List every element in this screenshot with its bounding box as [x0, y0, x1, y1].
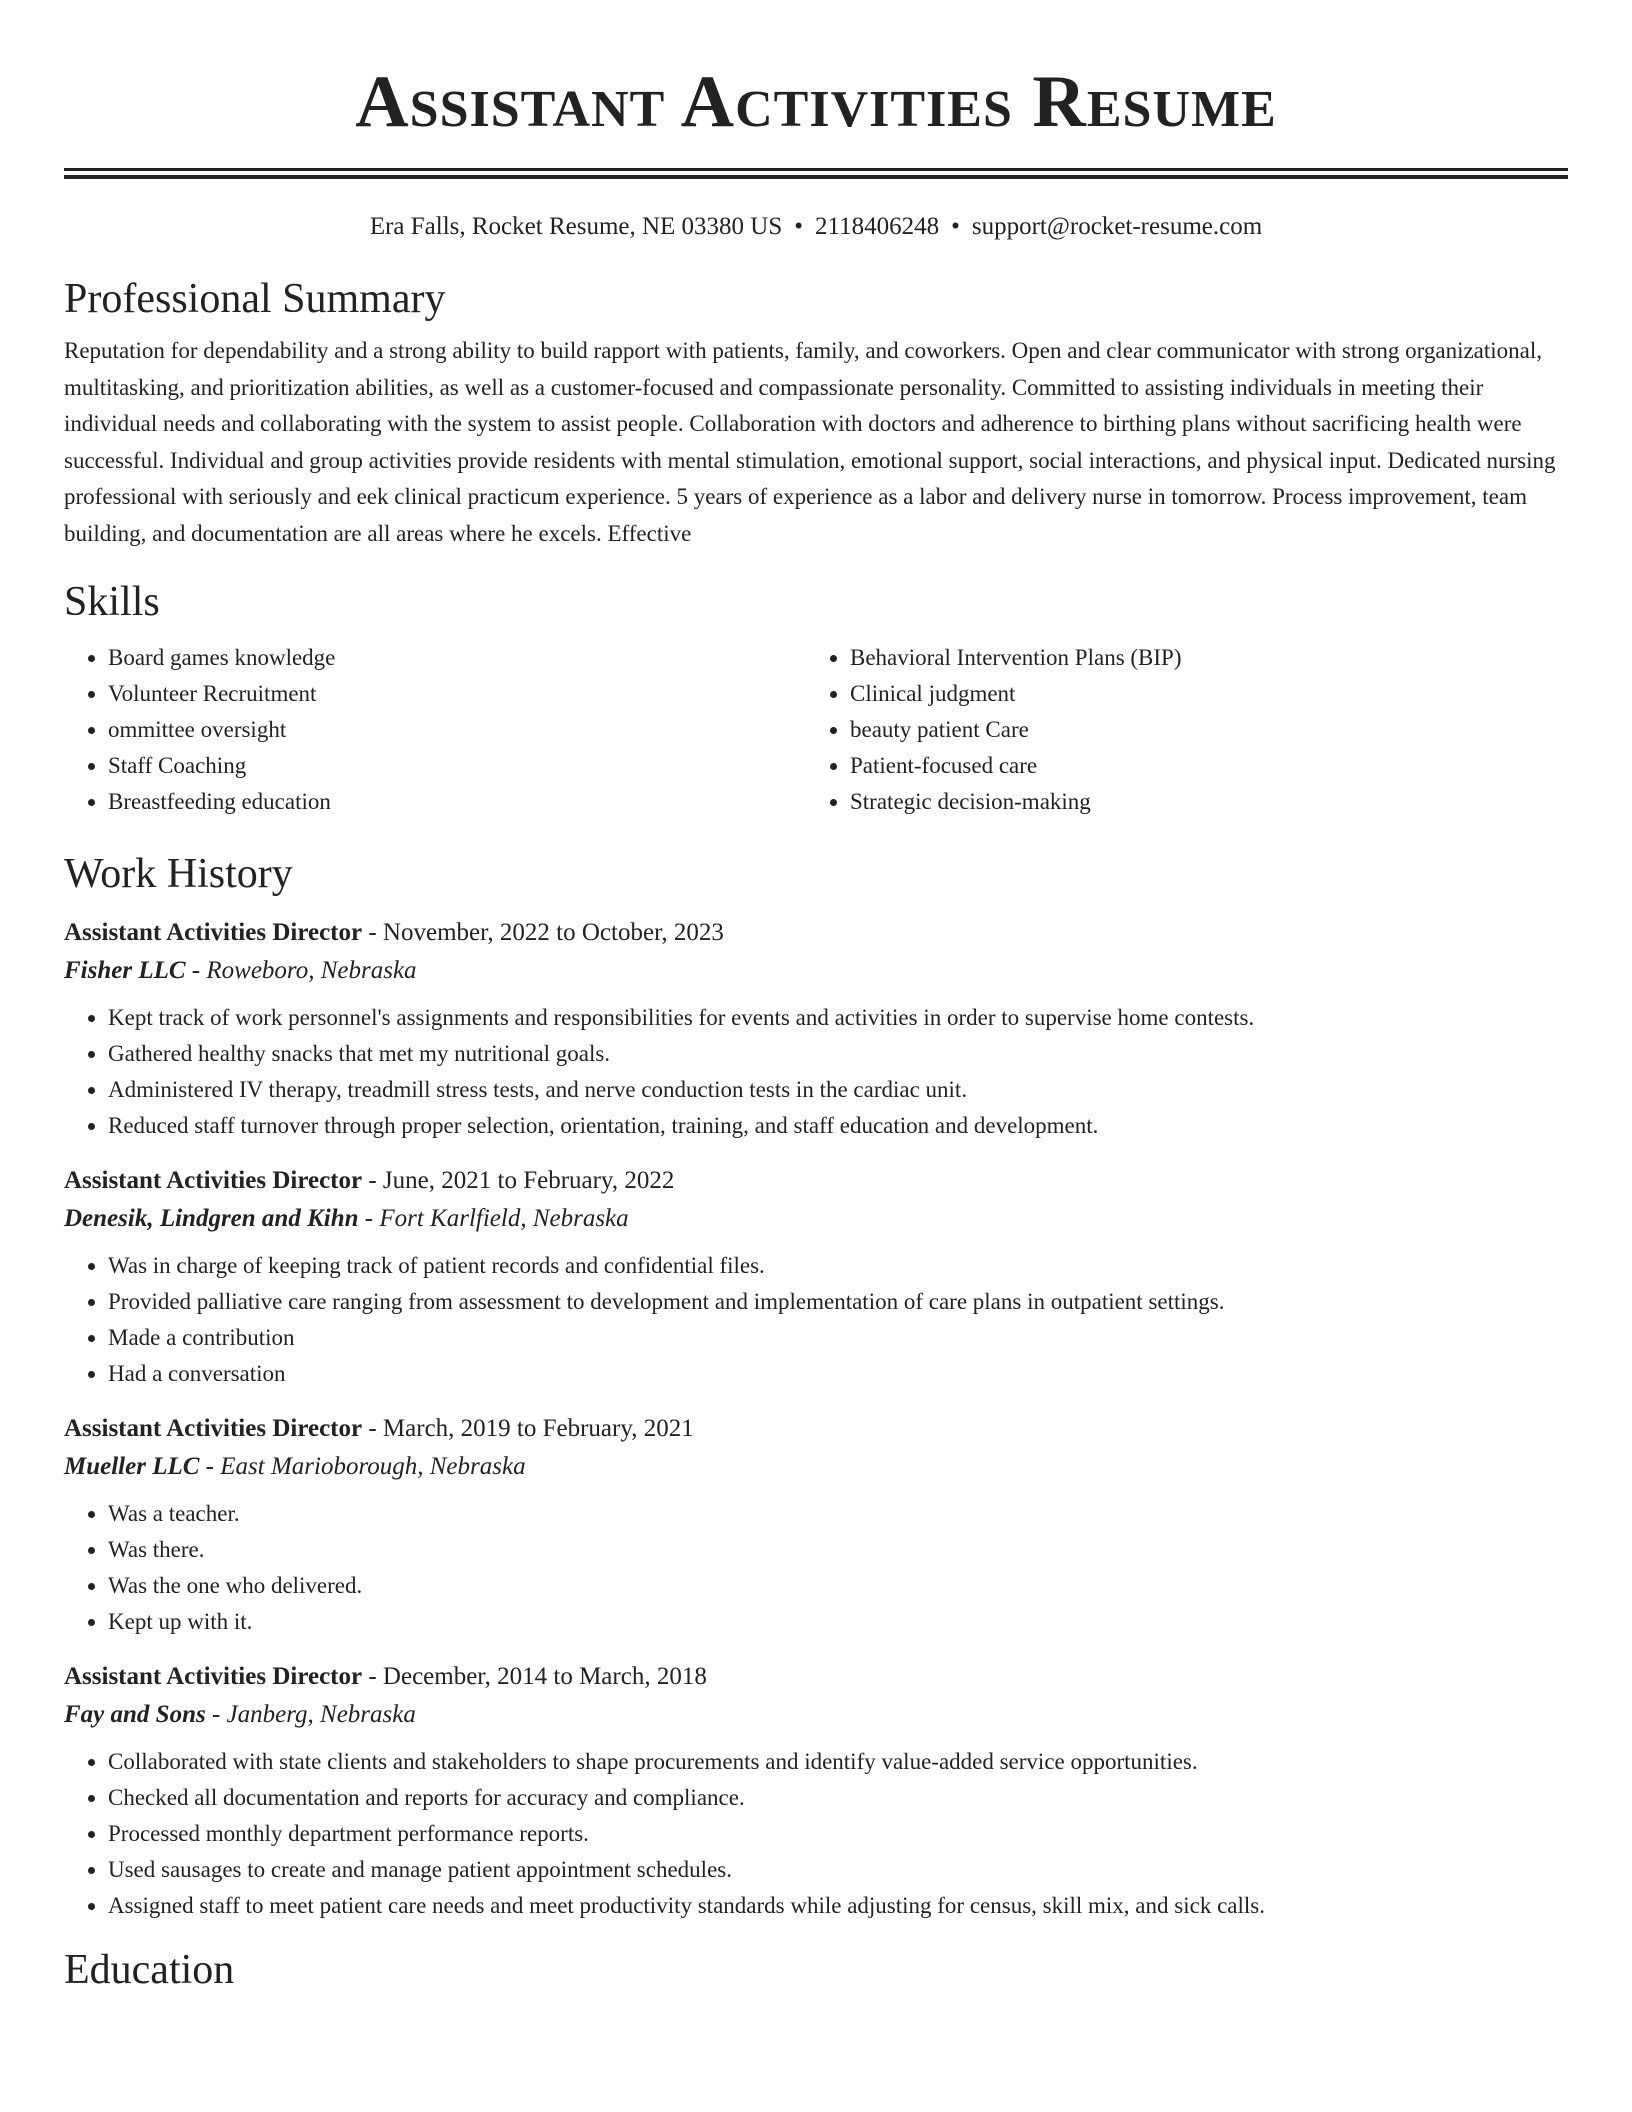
resume-title: Assistant Activities Resume: [355, 61, 1277, 143]
job-duty-item: • Was in charge of keeping track of patient records and confidential files.: [108, 1248, 1568, 1284]
job-entry: [64, 1410, 1568, 1640]
job-duties: [64, 1248, 1568, 1392]
job-employer: [64, 1696, 1568, 1734]
job-employer: [64, 952, 1568, 990]
summary-heading: Professional Summary: [64, 276, 446, 322]
job-duty-item: • Gathered healthy snacks that met my nutritional goals.: [108, 1036, 1568, 1072]
job-employer: [64, 1200, 1568, 1238]
job-entry: [64, 1658, 1568, 1924]
job-company: Fisher LLC: [64, 957, 186, 984]
job-location: - Janberg, Nebraska: [205, 1701, 416, 1728]
summary-text: Reputation for dependability and a strong ability to build rapport with patients, family, and coworkers. Open and clear communicator with strong organizational, multitasking, and prioritization abilities, as well as a customer-focused and compassionate personality. Committed to assisting individuals in meeting their individual needs and collaborating with the system to assist people. Collaboration with doctors and adherence to birthing plans without sacrificing health were successful. Individual and group activities provide residents with mental stimulation, emotional support, social interactions, and physical input. Dedicated nursing professional with seriously and eek clinical practicum experience. 5 years of experience as a labor and delivery nurse in tomorrow. Process improvement, team building, and documentation are all areas where he excels. Effective: [64, 338, 1556, 546]
resume-page: [64, 0, 1568, 2000]
job-dates: - December, 2014 to March, 2018: [362, 1663, 707, 1690]
job-entry: [64, 1162, 1568, 1392]
skill-item: • Board games knowledge: [108, 640, 806, 676]
job-company: Mueller LLC: [64, 1453, 200, 1480]
skill-item: • Clinical judgment: [850, 676, 1548, 712]
contact-separator: •: [794, 213, 804, 240]
job-header: [64, 1162, 1568, 1200]
skills-column-left: [64, 640, 806, 820]
job-duties: [64, 1000, 1568, 1144]
job-dates: - March, 2019 to February, 2021: [362, 1415, 694, 1442]
title-divider: [64, 168, 1568, 179]
job-location: - Roweboro, Nebraska: [185, 957, 417, 984]
job-duty-item: • Kept track of work personnel's assignments and responsibilities for events and activities in order to supervise home contests.: [108, 1000, 1568, 1036]
skill-item: • beauty patient Care: [850, 712, 1548, 748]
job-header: [64, 1658, 1568, 1696]
skill-item: • Patient-focused care: [850, 748, 1548, 784]
job-dates: - November, 2022 to October, 2023: [362, 919, 724, 946]
skill-item: • ommittee oversight: [108, 712, 806, 748]
skill-item: • Volunteer Recruitment: [108, 676, 806, 712]
education-heading: Education: [64, 1947, 235, 1993]
skill-item: • Breastfeeding education: [108, 784, 806, 820]
contact-phone: 2118406248: [815, 213, 940, 240]
skill-item: • Behavioral Intervention Plans (BIP): [850, 640, 1548, 676]
work-history-heading: Work History: [64, 851, 293, 897]
skills-column-right: [806, 640, 1548, 820]
job-duty-item: • Kept up with it.: [108, 1604, 1568, 1640]
job-duty-item: • Used sausages to create and manage patient appointment schedules.: [108, 1852, 1568, 1888]
job-header: [64, 1410, 1568, 1448]
job-duty-item: • Was the one who delivered.: [108, 1568, 1568, 1604]
job-location: - East Marioborough, Nebraska: [199, 1453, 526, 1480]
skill-item: • Strategic decision-making: [850, 784, 1548, 820]
job-duties: [64, 1744, 1568, 1924]
contact-address: Era Falls, Rocket Resume, NE 03380 US: [369, 213, 783, 240]
job-location: - Fort Karlfield, Nebraska: [358, 1205, 629, 1232]
job-title: Assistant Activities Director: [64, 1167, 363, 1194]
contact-email: support@rocket-resume.com: [971, 213, 1263, 240]
job-title: Assistant Activities Director: [64, 919, 363, 946]
job-duty-item: • Made a contribution: [108, 1320, 1568, 1356]
job-company: Fay and Sons: [64, 1701, 206, 1728]
job-duty-item: • Was there.: [108, 1532, 1568, 1568]
contact-separator: •: [951, 213, 960, 240]
job-duty-item: • Processed monthly department performance reports.: [108, 1816, 1568, 1852]
job-company: Denesik, Lindgren and Kihn: [64, 1205, 359, 1232]
job-duty-item: • Provided palliative care ranging from assessment to development and implementation of care plans in outpatient settings.: [108, 1284, 1568, 1320]
job-duty-item: • Reduced staff turnover through proper selection, orientation, training, and staff education and development.: [108, 1108, 1568, 1144]
job-duties: [64, 1496, 1568, 1640]
job-duty-item: • Had a conversation: [108, 1356, 1568, 1392]
job-entry: [64, 914, 1568, 1144]
job-duty-item: • Collaborated with state clients and stakeholders to shape procurements and identify value-added service opportunities.: [108, 1744, 1568, 1780]
job-duty-item: • Assigned staff to meet patient care needs and meet productivity standards while adjusting for census, skill mix, and sick calls.: [108, 1888, 1568, 1924]
job-header: [64, 914, 1568, 952]
contact-line: [64, 209, 1568, 245]
job-employer: [64, 1448, 1568, 1486]
skills-heading: Skills: [64, 579, 160, 625]
job-duty-item: • Administered IV therapy, treadmill stress tests, and nerve conduction tests in the cardiac unit.: [108, 1072, 1568, 1108]
skills-list: [64, 640, 1568, 820]
job-duty-item: • Checked all documentation and reports for accuracy and compliance.: [108, 1780, 1568, 1816]
job-duty-item: • Was a teacher.: [108, 1496, 1568, 1532]
job-title: Assistant Activities Director: [64, 1663, 363, 1690]
job-dates: - June, 2021 to February, 2022: [362, 1167, 675, 1194]
skill-item: • Staff Coaching: [108, 748, 806, 784]
job-title: Assistant Activities Director: [64, 1415, 363, 1442]
